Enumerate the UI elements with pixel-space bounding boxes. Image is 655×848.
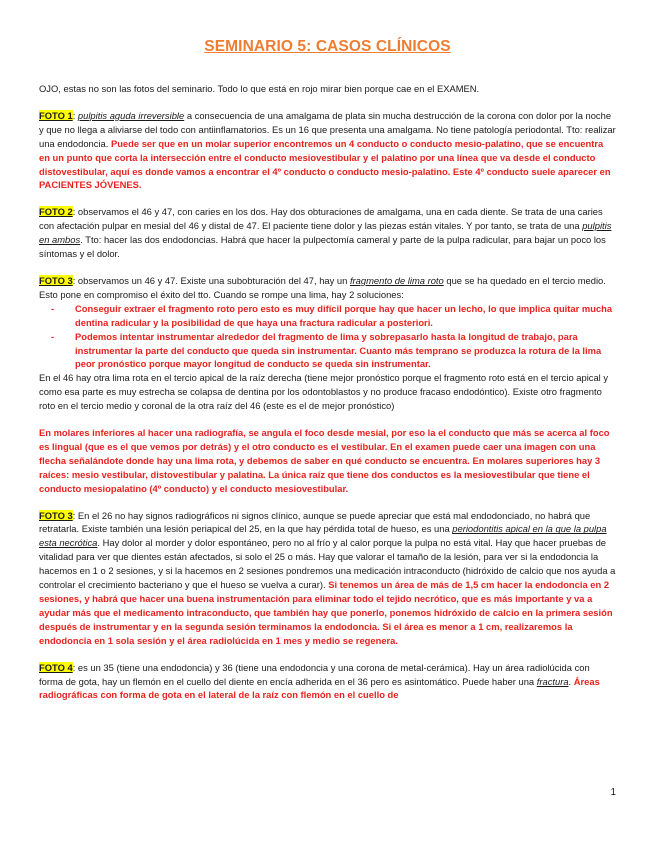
intro-note: OJO, estas no son las fotos del seminario. Todo lo que está en rojo mirar bien porque cae en el EXAMEN. [39,83,480,94]
foto3a-text-b: que se ha quedado en el tercio medio. Esto pone en compromiso el éxito del tto. Cuando se rompe una lima, hay 2 soluciones: [39,274,606,300]
foto4-paragraph [39,661,616,703]
foto2-text-b: . Tto: hacer las dos endodoncias. Habrá que hacer la pulpectomía cameral y parte de la pulpa radicular, para bajar un poco los síntomas y el dolor. [39,234,606,260]
foto1-label: FOTO 1 [39,109,73,121]
page-number: 1 [610,787,616,798]
foto3a-solutions-list [39,302,616,372]
foto4-red-text: Áreas radiográficas con forma de gota en el lateral de la raíz con flemón en el cuello de [39,675,600,701]
foto2-label: FOTO 2 [39,206,73,218]
foto1-text: a consecuencia de una amalgama de plata sin mucha destrucción de la corona con dolor por la noche y que no llega a aliviarse del todo con antiinflamatorios. Es un 16 que presenta una amalgama. No tiene patología periodontal. Tto: realizar una endodoncia. [39,109,616,149]
foto3b-text-b: . Hay dolor al morder y dolor espontáneo, pero no al frío y al calor porque la pulpa no está vital. Hay que hacer pruebas de vitalidad para ver que dientes están afectados, si solo el 25 o más. Hay que valorar el tamaño de la lesión, para ver si la endodoncia la hacemos en 1 o 2 sesiones, y si la hacemos en 2 sesiones pondremos una medicación intraconducto (hidróxido de calcio que nos ayuda a controlar el crecimiento bacteriano y que el hueso se vuelva a curar). [39,537,616,591]
list-item: - Conseguir extraer el fragmento roto pero esto es muy difícil porque hay que hacer un lecho, lo que implica quitar mucha dentina radicular y la posibilidad de que haya una fractura radicular a posteriori. [75,302,616,330]
foto3b-red-text: Si tenemos un área de más de 1,5 cm hacer la endodoncia en 2 sesiones, y habrá que hacer una buena instrumentación para eliminar todo el tejido necrótico, que es más importante y va a ayudar más que el medicamento intraconducto, que también hay que ponerlo, ponemos hidróxido de calcio en la primera sesión después de instrumentar y en la segunda sesión terminamos la endodoncia. Si el área es menor a 1 cm, realizaremos la endodoncia en 1 sola sesión y el área radiolúcida en 1 mes y medio se regenera. [39,579,613,646]
radiography-red-block: En molares inferiores al hacer una radiografía, se angula el foco desde mesial, por eso la el conducto que más se acerca al foco es lingual (que es el que vemos por detrás) y el otro conducto es el vestibular. En el examen puede caer una imagen con una flecha señalándote donde hay una lima rota, y debemos de saber en qué conducto se encuentra. En molares superiores hay 3 raíces: mesio vestibular, distovestibular y palatina. La única raíz que tiene dos conductos es la mesiovestibular que tiene el conducto mesiopalatino (4º conducto) y el conducto mesiovestibular. [39,427,610,494]
foto4-text-b: . [568,675,574,687]
foto1-term: pulpitis aguda irreversible [77,109,185,121]
document-page [39,38,616,702]
foto1-paragraph: FOTO 1: pulpitis aguda irreversible a consecuencia de una amalgama de plata sin mucha destrucción de la corona con dolor por la noche y que no llega a aliviarse del todo con antiinflamatorios. Es un 16 que presenta una amalgama. No tiene patología periodontal. Tto: realizar una endodoncia. Puede ser que en un molar superior encontremos un 4 conducto o conducto mesio-palatino, que se encuentra en un punto que corta la intersección entre el conducto mesiovestibular y el palatino por una línea que va desde el conducto distovestibular, aquí es donde vamos a encontrar el 4º conducto o conducto mesio-palatino. Este 4º conducto suele aparecer en PACIENTES JÓVENES. [39,109,616,191]
foto2-term: pulpitis en ambos [39,220,612,246]
foto2-text-a: : observamos el 46 y 47, con caries en los dos. Hay dos obturaciones de amalgama, una en cada diente. Se trata de una caries con afectación pulpar en mesial del 46 y distal de 47. El paciente tiene dolor y las piezas están vitales. Y por tanto, se trata de una [39,206,603,232]
foto1-red-text: Puede ser que en un molar superior encontremos un 4 conducto o conducto mesio-palatino, que se encuentra en un punto que corta la intersección entre el conducto mesiovestibular y el palatino por una línea que va desde el conducto distovestibular, aquí es donde vamos a encontrar el 4º conducto o conducto mesio-palatino. Este 4º conducto suele aparecer en PACIENTES JÓVENES. [39,137,611,191]
foto3b-term: periodontitis apical en la que la pulpa esta necrótica [39,523,607,549]
foto3b-label: FOTO 3 [39,509,73,521]
foto4-label: FOTO 4 [39,661,73,673]
foto3a-after-text: En el 46 hay otra lima rota en el tercio apical de la raíz derecha (tiene mejor pronóstico porque el fragmento roto está en el tercio apical y como esa parte es muy estrecha se colapsa de dentina por los odontoblastos y no produce fracaso endodóntico). Existe otro fragmento roto en el tercio medio y coronal de la otra raíz del 46 (este es el de mejor pronóstico) [39,372,609,412]
foto4-text-a: : es un 35 (tiene una endodoncia) y 36 (tiene una endodoncia y una corona de metal-cerámica). Hay un área radiolúcida con forma de gota, hay un flemón en el cuello del diente en encía adherida en el 36 pero es asintomático. Puede haber una [39,661,590,687]
list-item: - Podemos intentar instrumentar alrededor del fragmento de lima y sobrepasarlo hasta la longitud de trabajo, para instrumentar la parte del conducto que queda sin instrumentar. Cuanto más temprano se produzca la rotura de la lima peor pronóstico porque mayor longitud de conducto se queda sin instrumentar. [75,330,616,372]
foto3a-paragraph [39,274,616,302]
foto3b-paragraph [39,509,616,648]
foto2-paragraph [39,205,616,261]
foto4-term: fractura [536,675,569,687]
foto3a-text-a: : observamos un 46 y 47. Existe una subobturación del 47, hay un [72,274,350,286]
foto3a-term: fragmento de lima roto [349,274,444,286]
foto3b-text-a: : En el 26 no hay signos radiográficos ni signos clínico, aunque se puede apreciar que está mal endodonciado, no habrá que retratarla. Existe también una lesión periapical del 25, en la que hay pérdida total de hueso, es una [39,509,591,535]
foto3a-label: FOTO 3 [39,274,73,286]
document-title: SEMINARIO 5: CASOS CLÍNICOS [204,38,451,55]
